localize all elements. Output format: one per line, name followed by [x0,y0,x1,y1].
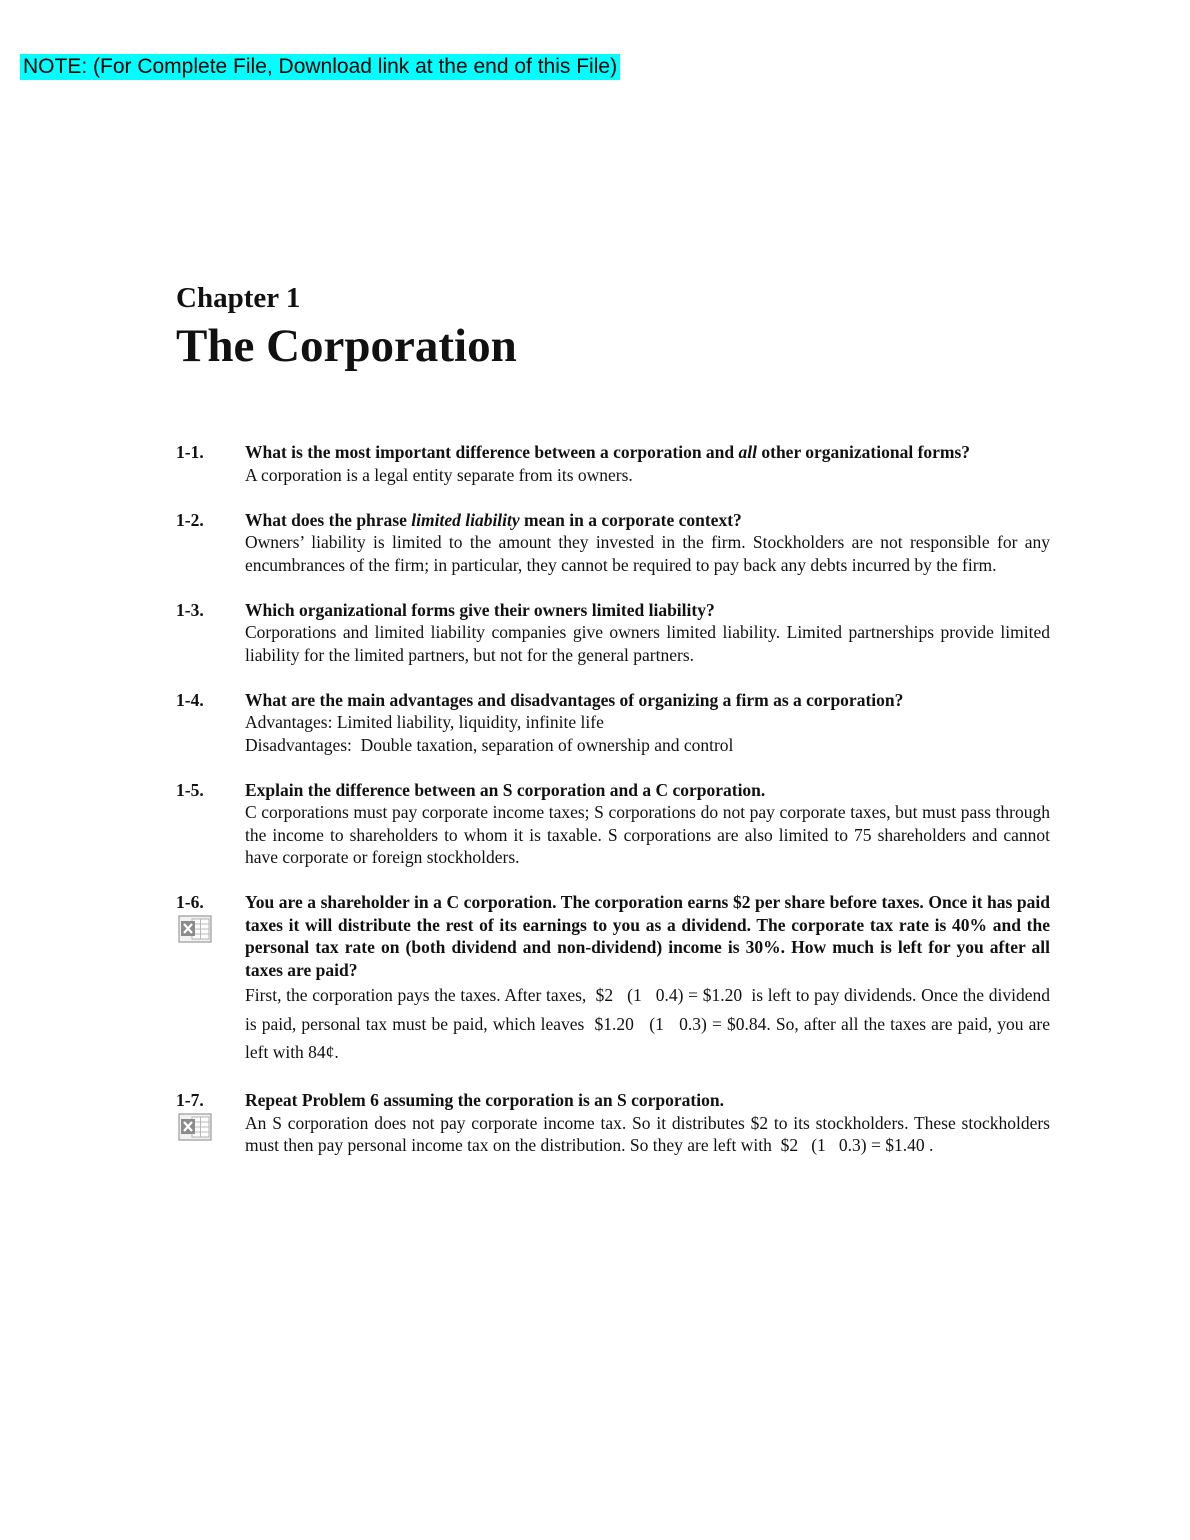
problem-1-5 [176,779,1050,869]
excel-spreadsheet-icon[interactable] [178,915,212,943]
download-note: NOTE: (For Complete File, Download link at the end of this File) [20,54,620,80]
question-text: What does the phrase [245,509,412,530]
problem-list [176,441,1055,1179]
problem-number: 1-1. [176,442,204,462]
problem-1-2 [176,509,1050,577]
answer: Owners’ liability is limited to the amount they invested in the firm. Stockholders are not responsible for any encumbrances of the firm; in particular, they cannot be required to pay back any debts incurred by the firm. [245,532,1050,575]
problem-number: 1-6. [176,892,204,912]
problem-number: 1-2. [176,509,204,530]
problem-number: 1-4. [176,689,204,710]
chapter-title: The Corporation [176,320,517,372]
answer-line: Advantages: Limited liability, liquidity, infinite life [245,712,604,732]
problem-number: 1-5. [176,779,204,800]
answer: A corporation is a legal entity separate from its owners. [245,464,633,485]
question: You are a shareholder in a C corporation. The corporation earns $2 per share before taxes. Once it has paid taxes it will distribute the rest of its earnings to you as a dividend. The corporate tax rate is 40% and the personal tax rate on (both dividend and non-dividend) income is 30%. How much is left for you after all taxes are paid? [245,892,1050,980]
answer-line: Disadvantages: Double taxation, separation of ownership and control [245,734,734,755]
answer: Corporations and limited liability companies give owners limited liability. Limited partnerships provide limited liability for the limited partners, but not for the general partners. [245,622,1050,665]
question [245,509,1050,532]
answer: C corporations must pay corporate income taxes; S corporations do not pay corporate taxes, but must pass through the income to shareholders to whom it is taxable. S corporations are also limited to 75 shareholders and cannot have corporate or foreign stockholders. [245,802,1050,867]
question: Explain the difference between an S corporation and a C corporation. [245,779,766,800]
excel-spreadsheet-icon[interactable] [178,1113,212,1141]
question-text: other organizational forms? [757,442,971,462]
problem-1-1 [176,441,1050,486]
chapter-label: Chapter 1 [176,282,301,314]
problem-1-7 [176,1089,1055,1157]
problem-number: 1-7. [176,1090,204,1110]
question-text: mean in a corporate context? [519,509,742,530]
question-emphasis: limited liability [411,509,520,530]
problem-number: 1-3. [176,599,204,620]
answer: First, the corporation pays the taxes. After taxes, $2 (1 0.4) = $1.20 is left to pay dividends. Once the dividend is paid, personal tax must be paid, which leaves $1.20 (1 0.3) = $0.84. So, after all the taxes are paid, you are left with 84¢. [245,985,1055,1062]
question-text: What is the most important difference between a corporation and [245,442,739,462]
question-emphasis: all [738,442,757,462]
answer: An S corporation does not pay corporate income tax. So it distributes $2 to its stockholders. These stockholders must then pay personal income tax on the distribution. So they are left with $2 (1 0.3) = $1.40 . [245,1112,1055,1155]
question: Which organizational forms give their owners limited liability? [245,599,715,620]
problem-1-4 [176,689,1050,757]
answer [245,711,1050,756]
problem-1-6 [176,891,1055,1067]
question: Repeat Problem 6 assuming the corporation is an S corporation. [245,1090,724,1110]
question: What are the main advantages and disadvantages of organizing a firm as a corporation? [245,689,904,710]
problem-1-3 [176,599,1050,667]
question [245,441,1050,464]
